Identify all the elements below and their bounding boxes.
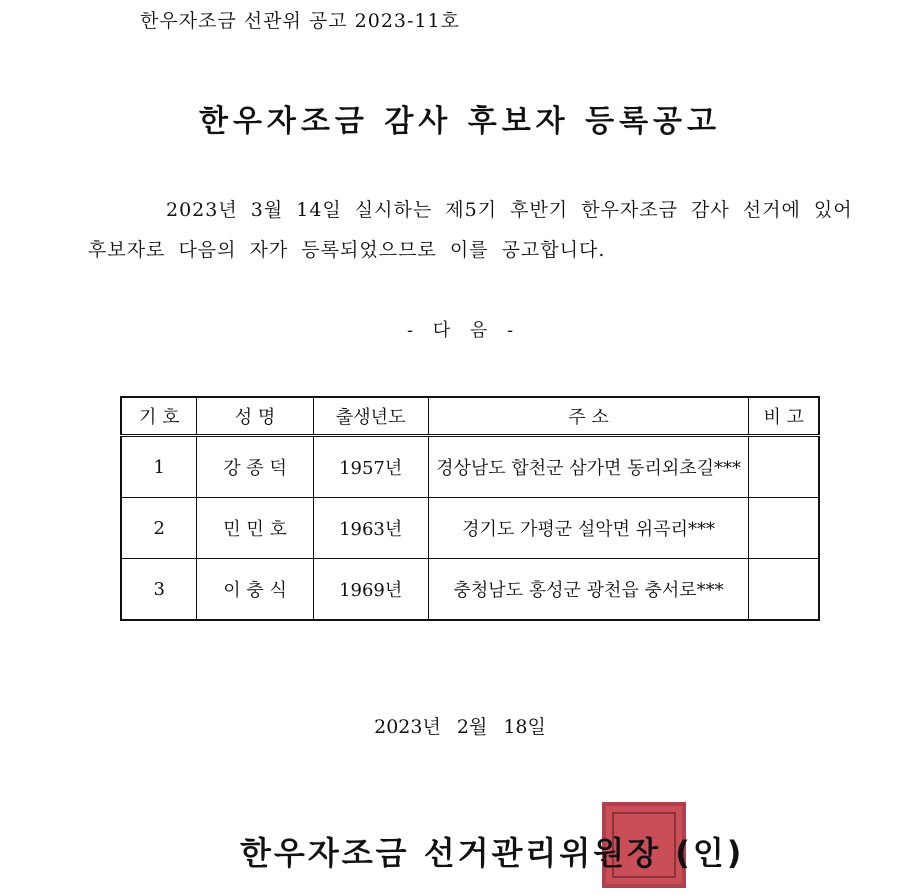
notice-number: 한우자조금 선관위 공고 2023-11호 [140, 10, 460, 32]
cell-address: 충청남도 홍성군 광천읍 충서로*** [428, 559, 749, 621]
cell-number: 3 [121, 559, 197, 621]
cell-birth-year: 1963년 [313, 498, 428, 559]
header-address: 주 소 [428, 397, 749, 436]
header-name: 성 명 [197, 397, 313, 436]
candidate-table [120, 396, 820, 621]
table-row [121, 436, 819, 498]
body-text-line-2: 후보자로 다음의 자가 등록되었으므로 이를 공고합니다. [88, 239, 606, 261]
cell-number: 1 [121, 436, 197, 498]
section-label: - 다 음 - [406, 320, 514, 341]
cell-address: 경기도 가평군 설악면 위곡리*** [428, 498, 749, 559]
table-header-row [121, 397, 819, 436]
table-row [121, 559, 819, 621]
cell-note [749, 498, 819, 559]
header-note: 비 고 [749, 397, 819, 436]
cell-name: 이 충 식 [197, 559, 313, 621]
body-text-line-1: 2023년 3월 14일 실시하는 제5기 후반기 한우자조금 감사 선거에 있어 [166, 199, 853, 221]
cell-address: 경상남도 합천군 삼가면 동리외초길*** [428, 436, 749, 498]
header-birth-year: 출생년도 [313, 397, 428, 436]
cell-birth-year: 1957년 [313, 436, 428, 498]
cell-birth-year: 1969년 [313, 559, 428, 621]
cell-name: 민 민 호 [197, 498, 313, 559]
document-title: 한우자조금 감사 후보자 등록공고 [198, 104, 722, 139]
announcement-date: 2023년 2월 18일 [374, 716, 546, 738]
cell-name: 강 종 덕 [197, 436, 313, 498]
signature-line: 한우자조금 선거관리위원장 (인) [240, 834, 745, 872]
header-number: 기 호 [121, 397, 197, 436]
table-row [121, 498, 819, 559]
cell-number: 2 [121, 498, 197, 559]
cell-note [749, 559, 819, 621]
cell-note [749, 436, 819, 498]
